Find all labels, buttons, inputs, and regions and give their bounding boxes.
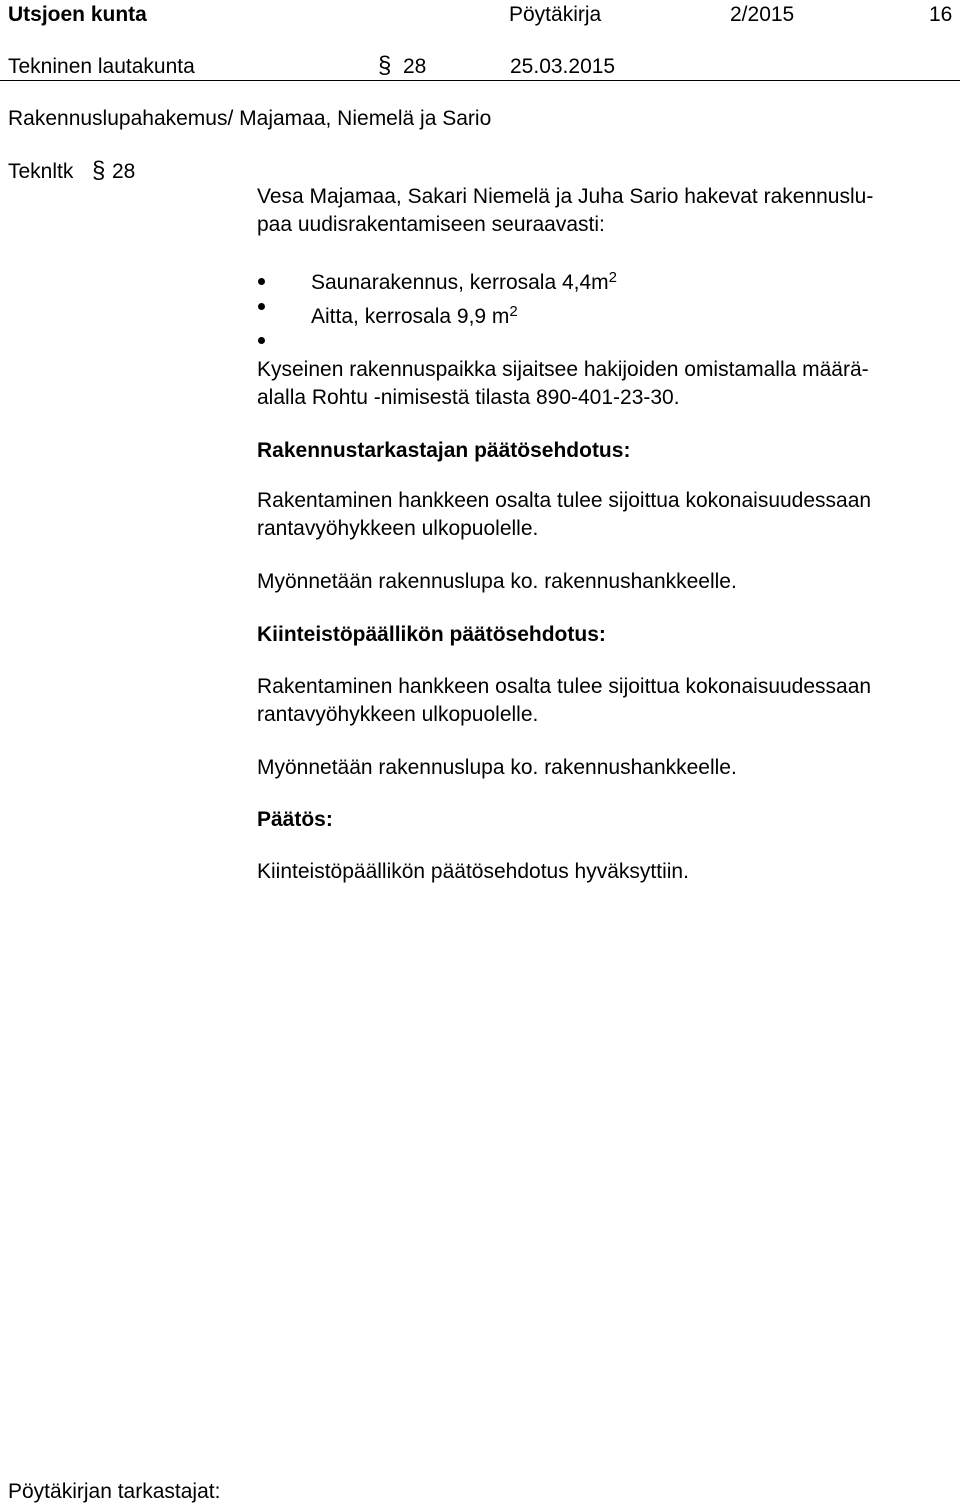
document-type: Pöytäkirja <box>509 3 602 26</box>
reference-label: Teknltk <box>8 160 74 183</box>
meeting-date: 25.03.2015 <box>510 55 616 78</box>
location-line: alalla Rohtu -nimisestä tilasta 890-401-23-30. <box>257 386 680 409</box>
section-sign: § <box>378 52 392 79</box>
committee-name: Tekninen lautakunta <box>8 55 195 78</box>
item-title: Rakennuslupahakemus/ Majamaa, Niemelä ja Sario <box>8 107 492 130</box>
property-manager-proposal-heading: Kiinteistöpäällikön päätösehdotus: <box>257 623 606 646</box>
reference-number: 28 <box>112 160 136 183</box>
bullet-item-sauna <box>311 269 618 294</box>
bullet-dot <box>258 278 265 285</box>
organization-name: Utsjoen kunta <box>8 3 147 26</box>
property-manager-grant: Myönnetään rakennuslupa ko. rakennushankkeelle. <box>257 756 737 779</box>
proposal-line: rantavyöhykkeen ulkopuolelle. <box>257 703 539 726</box>
building-inspector-proposal-body <box>257 487 947 543</box>
proposal-line: rantavyöhykkeen ulkopuolelle. <box>257 517 539 540</box>
building-inspector-grant: Myönnetään rakennuslupa ko. rakennushankkeelle. <box>257 570 737 593</box>
document-number: 2/2015 <box>730 3 795 26</box>
property-manager-proposal-body <box>257 673 947 729</box>
intro-line: paa uudisrakentamiseen seuraavasti: <box>257 213 605 236</box>
intro-line: Vesa Majamaa, Sakari Niemelä ja Juha Sario hakevat rakennuslu- <box>257 185 874 208</box>
reviewers-label: Pöytäkirjan tarkastajat: <box>8 1480 221 1503</box>
bullet-dot <box>258 303 265 310</box>
page-number: 16 <box>929 3 953 26</box>
proposal-line: Rakentaminen hankkeen osalta tulee sijoittua kokonaisuudessaan <box>257 489 872 512</box>
superscript: 2 <box>608 269 618 286</box>
intro-paragraph <box>257 183 947 239</box>
section-number: 28 <box>403 55 427 78</box>
bullet-text: Aitta, kerrosala 9,9 m <box>311 305 510 328</box>
location-paragraph <box>257 356 947 412</box>
header-divider <box>0 80 960 81</box>
superscript: 2 <box>509 303 518 320</box>
building-inspector-proposal-heading: Rakennustarkastajan päätösehdotus: <box>257 439 631 462</box>
proposal-line: Rakentaminen hankkeen osalta tulee sijoittua kokonaisuudessaan <box>257 675 872 698</box>
decision-heading: Päätös: <box>257 808 333 831</box>
bullet-item-aitta <box>311 303 518 328</box>
location-line: Kyseinen rakennuspaikka sijaitsee hakijoiden omistamalla määrä- <box>257 358 869 381</box>
decision-text: Kiinteistöpäällikön päätösehdotus hyväksyttiin. <box>257 860 689 883</box>
reference-section-sign: § <box>92 157 106 184</box>
bullet-text: Saunarakennus, kerrosala 4,4m <box>311 271 609 294</box>
bullet-dot <box>258 337 265 344</box>
